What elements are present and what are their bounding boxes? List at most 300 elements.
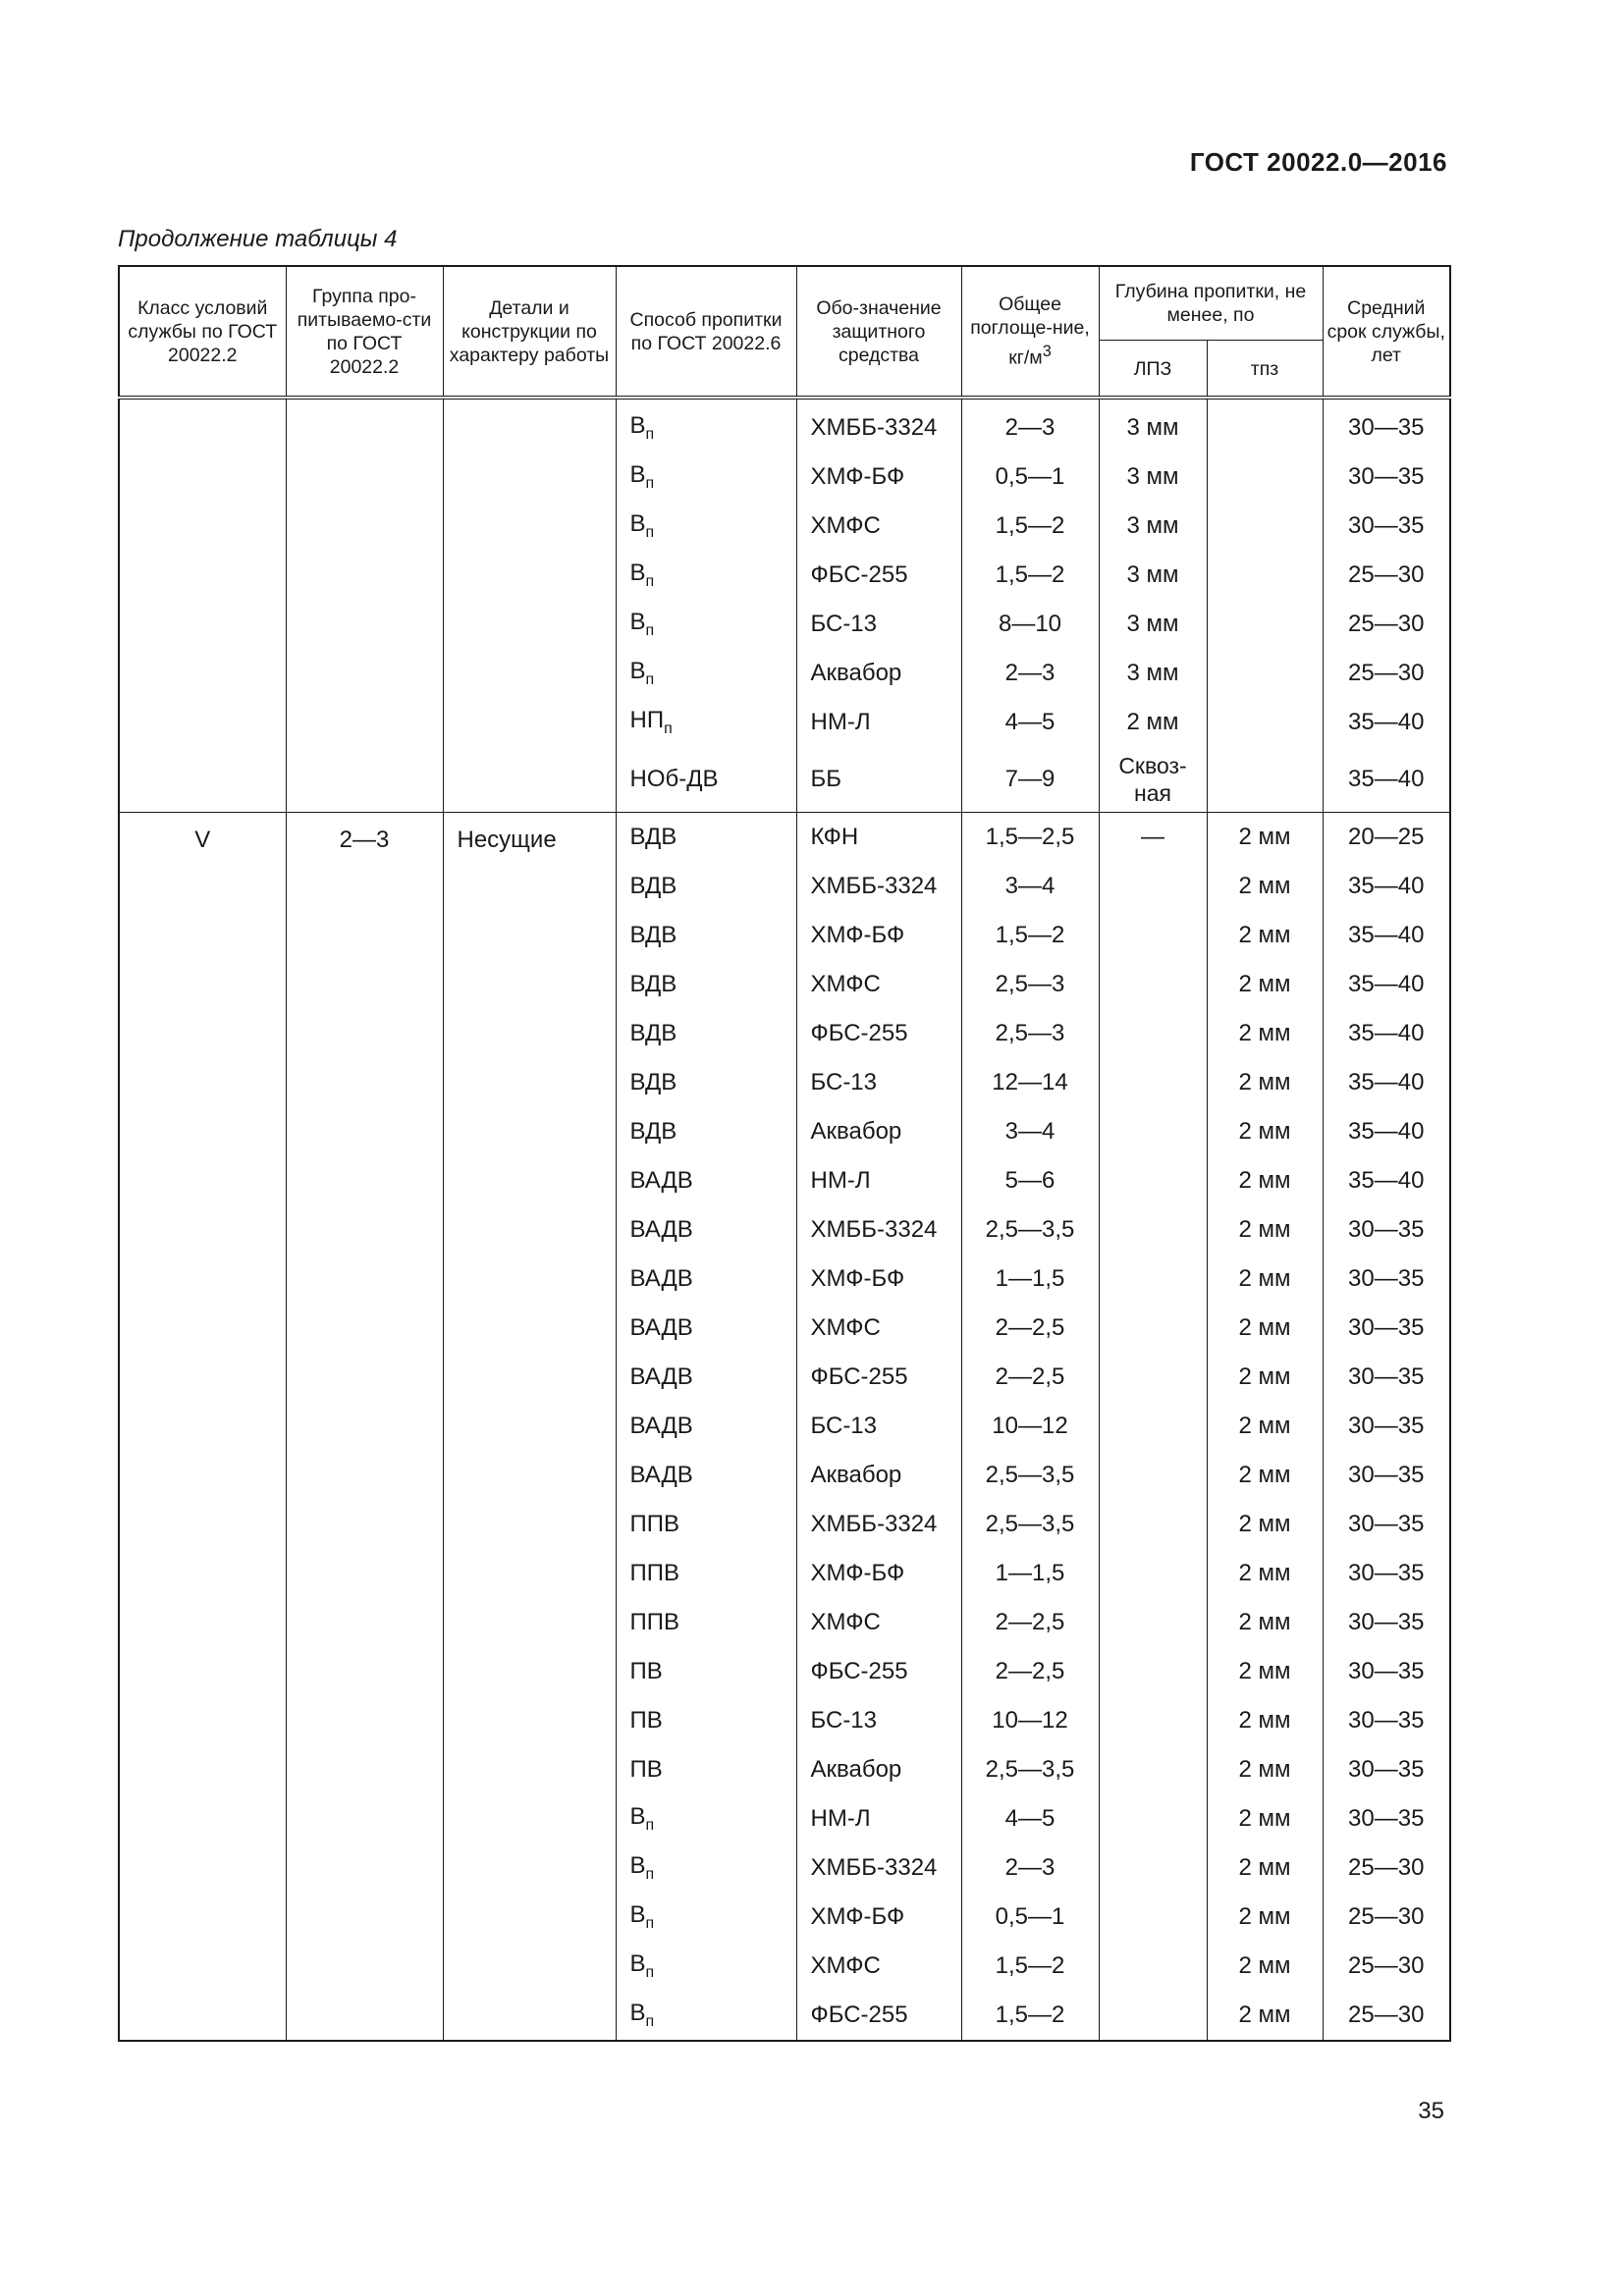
designation-cell-value: ХМФС [810, 971, 881, 997]
method-cell-value: В [629, 1901, 646, 1929]
absorption-cell [961, 747, 1099, 813]
designation-cell [796, 1009, 961, 1058]
service-life-cell [1323, 1647, 1450, 1696]
depth-tpz-cell [1207, 502, 1323, 551]
service-life-cell [1323, 862, 1450, 911]
group-cell [286, 400, 443, 813]
designation-cell-value: ХМФ-БФ [810, 1265, 905, 1292]
depth-lpz-cell [1099, 698, 1207, 747]
service-life-cell [1323, 1794, 1450, 1843]
service-life-cell-value: 35—40 [1348, 1167, 1425, 1194]
method-cell-value: НОб-ДВ [629, 766, 719, 792]
method-cell-value: В [629, 461, 646, 489]
method-cell-value: В [629, 412, 646, 440]
absorption-cell [961, 551, 1099, 600]
table-row [119, 400, 1450, 453]
depth-tpz-cell-value: 2 мм [1238, 1413, 1291, 1439]
depth-lpz-cell [1099, 502, 1207, 551]
header-absorption-text: Общее поглоще-ние, кг/м [970, 294, 1090, 369]
absorption-cell [961, 1451, 1099, 1500]
designation-cell [796, 1893, 961, 1942]
method-cell-value: ПВ [629, 1707, 663, 1734]
absorption-cell [961, 1549, 1099, 1598]
depth-tpz-cell-value: 2 мм [1238, 1658, 1291, 1684]
depth-lpz-cell [1099, 1107, 1207, 1156]
service-life-cell [1323, 1500, 1450, 1549]
method-cell-value: ВДВ [629, 922, 677, 948]
absorption-cell [961, 1058, 1099, 1107]
absorption-cell [961, 1255, 1099, 1304]
depth-lpz-cell [1099, 1942, 1207, 1991]
designation-cell-value: ХМФ-БФ [810, 922, 905, 948]
service-life-cell-value: 35—40 [1348, 709, 1425, 735]
service-life-cell [1323, 1893, 1450, 1942]
depth-tpz-cell [1207, 1942, 1323, 1991]
designation-cell-value: ХМФ-БФ [810, 1903, 905, 1930]
service-life-cell-value: 35—40 [1348, 971, 1425, 997]
service-life-cell-value: 30—35 [1348, 1658, 1425, 1684]
designation-cell-value: Аквабор [810, 1756, 902, 1783]
designation-cell-value: НМ-Л [810, 709, 871, 735]
method-cell [616, 813, 796, 863]
class-cell [119, 400, 286, 813]
depth-tpz-cell [1207, 1156, 1323, 1205]
method-cell-value: ВАДВ [629, 1265, 693, 1292]
service-life-cell-value: 25—30 [1348, 611, 1425, 637]
method-cell [616, 1205, 796, 1255]
absorption-cell-value: 2,5—3 [995, 971, 1065, 997]
method-cell [616, 862, 796, 911]
absorption-cell-value: 1,5—2 [995, 561, 1065, 588]
depth-lpz-cell [1099, 1991, 1207, 2041]
designation-cell-value: ХМББ-3324 [810, 1854, 938, 1881]
depth-tpz-cell-value: 2 мм [1238, 1462, 1291, 1488]
designation-cell-value: ХМФС [810, 1314, 881, 1341]
depth-tpz-cell [1207, 813, 1323, 863]
details-cell [443, 813, 616, 2042]
details-cell [443, 400, 616, 813]
depth-tpz-cell-value: 2 мм [1238, 1069, 1291, 1095]
designation-cell-value: Аквабор [810, 1462, 902, 1488]
service-life-cell-value: 25—30 [1348, 561, 1425, 588]
absorption-cell [961, 1696, 1099, 1745]
depth-lpz-cell [1099, 1009, 1207, 1058]
method-cell-value: В [629, 609, 646, 636]
service-life-cell-value: 35—40 [1348, 1069, 1425, 1095]
table-body [119, 400, 1450, 2041]
absorption-cell-value: 4—5 [1004, 1805, 1056, 1832]
depth-tpz-cell [1207, 1402, 1323, 1451]
depth-tpz-cell [1207, 1893, 1323, 1942]
absorption-cell-value: 0,5—1 [995, 463, 1065, 490]
depth-tpz-cell [1207, 400, 1323, 453]
method-cell [616, 400, 796, 453]
method-cell-value: ППВ [629, 1511, 680, 1537]
method-cell-value: В [629, 510, 646, 538]
service-life-cell [1323, 1353, 1450, 1402]
depth-lpz-cell [1099, 1156, 1207, 1205]
absorption-cell-value: 4—5 [1004, 709, 1056, 735]
service-life-cell [1323, 1451, 1450, 1500]
page-number: 35 [1418, 2098, 1444, 2124]
method-cell-value: В [629, 1950, 646, 1978]
service-life-cell [1323, 400, 1450, 453]
method-cell-subscript: п [645, 1914, 655, 1932]
service-life-cell [1323, 1058, 1450, 1107]
absorption-cell [961, 1991, 1099, 2041]
method-cell-value: ВАДВ [629, 1363, 693, 1390]
depth-lpz-cell [1099, 1205, 1207, 1255]
method-cell [616, 1942, 796, 1991]
group-cell-value: 2—3 [339, 827, 390, 853]
table-row [119, 813, 1450, 863]
designation-cell-value: ХМФС [810, 1952, 881, 1979]
depth-tpz-cell-value: 2 мм [1238, 1903, 1291, 1930]
depth-lpz-cell [1099, 600, 1207, 649]
designation-cell-value: ХМФС [810, 1609, 881, 1635]
absorption-cell-value: 1—1,5 [995, 1560, 1065, 1586]
service-life-cell [1323, 1942, 1450, 1991]
depth-lpz-cell-value: 3 мм [1126, 660, 1179, 686]
service-life-cell [1323, 1255, 1450, 1304]
absorption-cell [961, 911, 1099, 960]
service-life-cell-value: 30—35 [1348, 1805, 1425, 1832]
designation-cell [796, 1451, 961, 1500]
method-cell [616, 1745, 796, 1794]
designation-cell-value: НМ-Л [810, 1167, 871, 1194]
designation-cell [796, 649, 961, 698]
absorption-cell-value: 3—4 [1004, 1118, 1056, 1145]
method-cell [616, 747, 796, 813]
method-cell-value: ВДВ [629, 873, 677, 899]
header-class: Класс условий службы по ГОСТ 20022.2 [119, 266, 286, 398]
service-life-cell [1323, 1549, 1450, 1598]
absorption-cell-value: 10—12 [992, 1413, 1068, 1439]
depth-tpz-cell-value: 2 мм [1238, 2002, 1291, 2028]
method-cell [616, 1794, 796, 1843]
absorption-cell [961, 1843, 1099, 1893]
absorption-cell [961, 1107, 1099, 1156]
service-life-cell-value: 30—35 [1348, 463, 1425, 490]
method-cell [616, 1107, 796, 1156]
absorption-cell [961, 1745, 1099, 1794]
absorption-cell-value: 2—3 [1004, 1854, 1056, 1881]
absorption-cell-value: 2—2,5 [995, 1609, 1065, 1635]
absorption-cell [961, 1500, 1099, 1549]
method-cell-subscript: п [645, 523, 655, 541]
depth-tpz-cell-value: 2 мм [1238, 1020, 1291, 1046]
service-life-cell [1323, 1009, 1450, 1058]
absorption-cell [961, 698, 1099, 747]
table-caption: Продолжение таблицы 4 [118, 226, 398, 252]
method-cell [616, 1598, 796, 1647]
header-absorption-sup: 3 [1042, 343, 1052, 361]
depth-lpz-cell-value: — [1141, 824, 1164, 850]
absorption-cell [961, 1598, 1099, 1647]
depth-tpz-cell [1207, 1304, 1323, 1353]
depth-lpz-cell [1099, 1549, 1207, 1598]
service-life-cell [1323, 551, 1450, 600]
method-cell-value: ВАДВ [629, 1216, 693, 1243]
method-cell [616, 1058, 796, 1107]
designation-cell-value: ФБС-255 [810, 1658, 908, 1684]
depth-lpz-cell [1099, 1304, 1207, 1353]
designation-cell [796, 551, 961, 600]
absorption-cell-value: 1,5—2 [995, 1952, 1065, 1979]
service-life-cell-value: 30—35 [1348, 1363, 1425, 1390]
service-life-cell-value: 35—40 [1348, 873, 1425, 899]
designation-cell-value: ФБС-255 [810, 2002, 908, 2028]
method-cell-subscript: п [645, 425, 655, 443]
method-cell [616, 1353, 796, 1402]
depth-tpz-cell-value: 2 мм [1238, 1167, 1291, 1194]
designation-cell [796, 453, 961, 502]
depth-tpz-cell-value: 2 мм [1238, 1756, 1291, 1783]
designation-cell [796, 1402, 961, 1451]
depth-lpz-cell [1099, 551, 1207, 600]
service-life-cell [1323, 1304, 1450, 1353]
method-cell-value: ВАДВ [629, 1413, 693, 1439]
depth-tpz-cell [1207, 862, 1323, 911]
absorption-cell-value: 2,5—3,5 [985, 1462, 1075, 1488]
method-cell-value: ППВ [629, 1560, 680, 1586]
depth-lpz-cell-value: 2 мм [1126, 709, 1179, 735]
depth-lpz-cell [1099, 1598, 1207, 1647]
absorption-cell-value: 2—2,5 [995, 1658, 1065, 1684]
method-cell-subscript: п [645, 474, 655, 492]
depth-tpz-cell-value: 2 мм [1238, 1265, 1291, 1292]
designation-cell [796, 813, 961, 863]
absorption-cell-value: 2,5—3,5 [985, 1216, 1075, 1243]
absorption-cell-value: 0,5—1 [995, 1903, 1065, 1930]
absorption-cell [961, 1647, 1099, 1696]
method-cell [616, 698, 796, 747]
designation-cell [796, 1794, 961, 1843]
designation-cell [796, 747, 961, 813]
depth-tpz-cell [1207, 453, 1323, 502]
method-cell-value: В [629, 560, 646, 587]
designation-cell-value: Аквабор [810, 1118, 902, 1145]
method-cell [616, 502, 796, 551]
method-cell-value: ВДВ [629, 1020, 677, 1046]
service-life-cell-value: 35—40 [1348, 1020, 1425, 1046]
service-life-cell [1323, 1991, 1450, 2041]
designation-cell-value: ХМББ-3324 [810, 1216, 938, 1243]
absorption-cell [961, 1794, 1099, 1843]
service-life-cell [1323, 1402, 1450, 1451]
absorption-cell-value: 1,5—2,5 [985, 824, 1075, 850]
absorption-cell-value: 2—2,5 [995, 1363, 1065, 1390]
depth-lpz-cell [1099, 1402, 1207, 1451]
designation-cell [796, 1304, 961, 1353]
service-life-cell-value: 30—35 [1348, 1560, 1425, 1586]
depth-tpz-cell [1207, 911, 1323, 960]
depth-tpz-cell-value: 2 мм [1238, 1952, 1291, 1979]
depth-lpz-cell [1099, 1745, 1207, 1794]
depth-tpz-cell [1207, 600, 1323, 649]
depth-lpz-cell [1099, 911, 1207, 960]
absorption-cell [961, 1353, 1099, 1402]
service-life-cell-value: 30—35 [1348, 1707, 1425, 1734]
header-group: Группа про-питываемо-сти по ГОСТ 20022.2 [286, 266, 443, 398]
method-cell-value: ВАДВ [629, 1167, 693, 1194]
header-life: Средний срок службы, лет [1323, 266, 1450, 398]
header-tpz: тпз [1207, 341, 1323, 399]
depth-tpz-cell [1207, 1745, 1323, 1794]
depth-lpz-cell [1099, 747, 1207, 813]
absorption-cell [961, 1402, 1099, 1451]
method-cell [616, 1009, 796, 1058]
designation-cell-value: ХМФ-БФ [810, 463, 905, 490]
depth-lpz-cell [1099, 960, 1207, 1009]
service-life-cell-value: 25—30 [1348, 1903, 1425, 1930]
service-life-cell [1323, 1156, 1450, 1205]
absorption-cell [961, 453, 1099, 502]
method-cell [616, 1893, 796, 1942]
method-cell-value: ППВ [629, 1609, 680, 1635]
depth-tpz-cell-value: 2 мм [1238, 1609, 1291, 1635]
depth-lpz-cell [1099, 1843, 1207, 1893]
service-life-cell-value: 30—35 [1348, 1462, 1425, 1488]
designation-cell [796, 1156, 961, 1205]
method-cell-subscript: п [645, 1816, 655, 1834]
header-lpz: ЛПЗ [1099, 341, 1207, 399]
designation-cell-value: НМ-Л [810, 1805, 871, 1832]
depth-tpz-cell-value: 2 мм [1238, 873, 1291, 899]
depth-tpz-cell [1207, 1991, 1323, 2041]
method-cell [616, 1696, 796, 1745]
service-life-cell [1323, 911, 1450, 960]
absorption-cell-value: 2—3 [1004, 660, 1056, 686]
method-cell-value: ВАДВ [629, 1314, 693, 1341]
absorption-cell-value: 3—4 [1004, 873, 1056, 899]
method-cell [616, 960, 796, 1009]
absorption-cell [961, 502, 1099, 551]
table-header [119, 266, 1450, 400]
method-cell-value: ПВ [629, 1658, 663, 1684]
service-life-cell-value: 20—25 [1348, 824, 1425, 850]
designation-cell [796, 1696, 961, 1745]
method-cell-value: ВДВ [629, 1118, 677, 1145]
service-life-cell [1323, 1745, 1450, 1794]
service-life-cell-value: 25—30 [1348, 1854, 1425, 1881]
absorption-cell [961, 400, 1099, 453]
designation-cell-value: ХМФС [810, 512, 881, 539]
header-method: Способ пропитки по ГОСТ 20022.6 [616, 266, 796, 398]
designation-cell [796, 1843, 961, 1893]
depth-tpz-cell [1207, 1647, 1323, 1696]
designation-cell [796, 1647, 961, 1696]
method-cell-value: ПВ [629, 1756, 663, 1783]
absorption-cell [961, 1156, 1099, 1205]
service-life-cell-value: 30—35 [1348, 1216, 1425, 1243]
depth-tpz-cell [1207, 649, 1323, 698]
depth-tpz-cell [1207, 960, 1323, 1009]
depth-lpz-cell [1099, 400, 1207, 453]
depth-lpz-cell [1099, 649, 1207, 698]
document-header: ГОСТ 20022.0—2016 [1189, 147, 1447, 177]
method-cell-subscript: п [645, 572, 655, 590]
service-life-cell [1323, 1843, 1450, 1893]
designation-cell-value: ХМББ-3324 [810, 1511, 938, 1537]
method-cell-subscript: п [645, 670, 655, 688]
service-life-cell-value: 25—30 [1348, 2002, 1425, 2028]
service-life-cell-value: 30—35 [1348, 1265, 1425, 1292]
depth-tpz-cell [1207, 1058, 1323, 1107]
depth-tpz-cell [1207, 1107, 1323, 1156]
method-cell [616, 1255, 796, 1304]
designation-cell-value: БС-13 [810, 1707, 877, 1734]
depth-tpz-cell [1207, 747, 1323, 813]
depth-lpz-cell [1099, 862, 1207, 911]
depth-lpz-cell [1099, 1353, 1207, 1402]
depth-lpz-cell [1099, 1893, 1207, 1942]
designation-cell [796, 1107, 961, 1156]
method-cell [616, 911, 796, 960]
depth-lpz-cell [1099, 1794, 1207, 1843]
designation-cell-value: БС-13 [810, 1069, 877, 1095]
method-cell-value: В [629, 1852, 646, 1880]
designation-cell [796, 1598, 961, 1647]
absorption-cell-value: 12—14 [992, 1069, 1068, 1095]
service-life-cell-value: 30—35 [1348, 1413, 1425, 1439]
designation-cell [796, 698, 961, 747]
designation-cell [796, 600, 961, 649]
method-cell-subscript: п [664, 720, 673, 737]
impregnation-table [118, 265, 1451, 2042]
absorption-cell [961, 1304, 1099, 1353]
absorption-cell-value: 10—12 [992, 1707, 1068, 1734]
depth-tpz-cell [1207, 698, 1323, 747]
absorption-cell-value: 1,5—2 [995, 2002, 1065, 2028]
absorption-cell-value: 1,5—2 [995, 922, 1065, 948]
method-cell [616, 551, 796, 600]
absorption-cell-value: 1—1,5 [995, 1265, 1065, 1292]
depth-tpz-cell [1207, 551, 1323, 600]
service-life-cell [1323, 813, 1450, 863]
absorption-cell [961, 649, 1099, 698]
header-details: Детали и конструкции по характеру работы [443, 266, 616, 398]
depth-tpz-cell-value: 2 мм [1238, 1560, 1291, 1586]
designation-cell [796, 1549, 961, 1598]
service-life-cell-value: 30—35 [1348, 1609, 1425, 1635]
depth-tpz-cell-value: 2 мм [1238, 1363, 1291, 1390]
class-cell-value: V [194, 827, 211, 853]
depth-tpz-cell-value: 2 мм [1238, 1216, 1291, 1243]
depth-lpz-cell [1099, 813, 1207, 863]
method-cell [616, 1500, 796, 1549]
depth-tpz-cell [1207, 1696, 1323, 1745]
details-cell-value: Несущие [457, 827, 557, 853]
designation-cell [796, 1500, 961, 1549]
method-cell [616, 649, 796, 698]
method-cell-subscript: п [645, 2012, 655, 2030]
depth-lpz-cell [1099, 1500, 1207, 1549]
class-cell [119, 813, 286, 2042]
method-cell-value: ВДВ [629, 824, 677, 850]
designation-cell-value: ХМФ-БФ [810, 1560, 905, 1586]
absorption-cell-value: 2,5—3,5 [985, 1511, 1075, 1537]
method-cell [616, 1991, 796, 2041]
depth-lpz-cell-value: 3 мм [1126, 512, 1179, 539]
service-life-cell [1323, 502, 1450, 551]
depth-lpz-cell-value: 3 мм [1126, 611, 1179, 637]
depth-tpz-cell-value: 2 мм [1238, 1854, 1291, 1881]
designation-cell [796, 502, 961, 551]
service-life-cell-value: 30—35 [1348, 1511, 1425, 1537]
designation-cell [796, 1745, 961, 1794]
absorption-cell-value: 2—3 [1004, 414, 1056, 441]
